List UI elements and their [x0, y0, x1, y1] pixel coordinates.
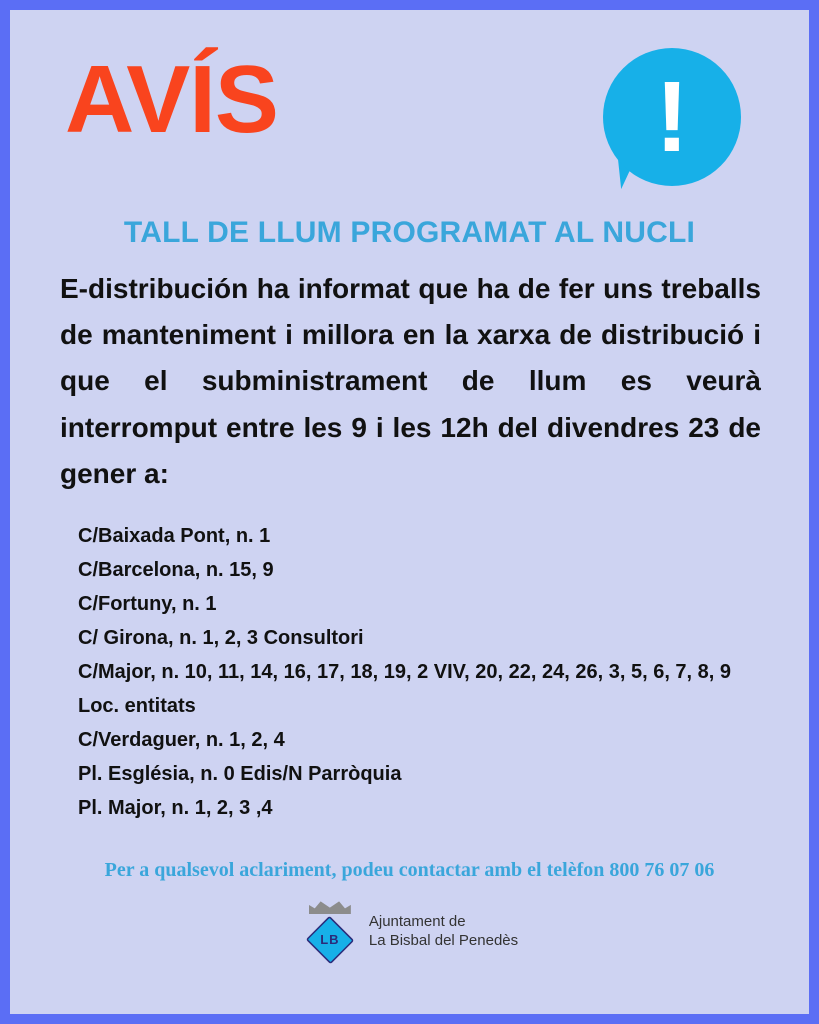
logo-text	[369, 913, 518, 951]
coat-of-arms-icon	[301, 900, 359, 964]
list-item: C/Major, n. 10, 11, 14, 16, 17, 18, 19, 2 VIV, 20, 22, 24, 26, 3, 5, 6, 7, 8, 9 Loc. entitats	[78, 660, 732, 717]
poster-body-text: E-distribución ha informat que ha de fer uns treballs de manteniment i millora en la xarxa de distribució i que el subministrament de llum es veurà interromput entre les 9 i les 12h del divendres 23 de gener a:	[60, 273, 761, 489]
page-title: AVÍS	[65, 46, 278, 153]
logo-text-line1: Ajuntament de	[368, 913, 466, 931]
list-item: Pl. Major, n. 1, 2, 3 ,4	[78, 796, 273, 819]
list-item: C/Baixada Pont, n. 1	[78, 524, 271, 547]
shield-letters: LB	[320, 931, 340, 947]
list-item: C/Barcelona, n. 15, 9	[78, 558, 274, 581]
list-item: Pl. Església, n. 0 Edis/N Parròquia	[78, 762, 402, 785]
poster-header	[10, 10, 809, 210]
list-item: C/Fortuny, n. 1	[78, 592, 217, 615]
list-item: C/ Girona, n. 1, 2, 3 Consultori	[78, 626, 364, 649]
list-item: C/Verdaguer, n. 1, 2, 4	[78, 728, 285, 751]
poster	[10, 10, 809, 1014]
crown-icon	[309, 900, 351, 914]
contact-line: Per a qualsevol aclariment, podeu contactar amb el telèfon 800 76 07 06	[104, 858, 715, 881]
poster-subtitle: TALL DE LLUM PROGRAMAT AL NUCLI	[123, 216, 696, 249]
exclamation-mark-glyph: !	[655, 61, 689, 173]
affected-addresses-list	[10, 519, 809, 825]
alert-badge	[603, 48, 741, 186]
municipality-logo	[10, 900, 809, 964]
logo-text-line2: La Bisbal del Penedès	[368, 931, 519, 949]
